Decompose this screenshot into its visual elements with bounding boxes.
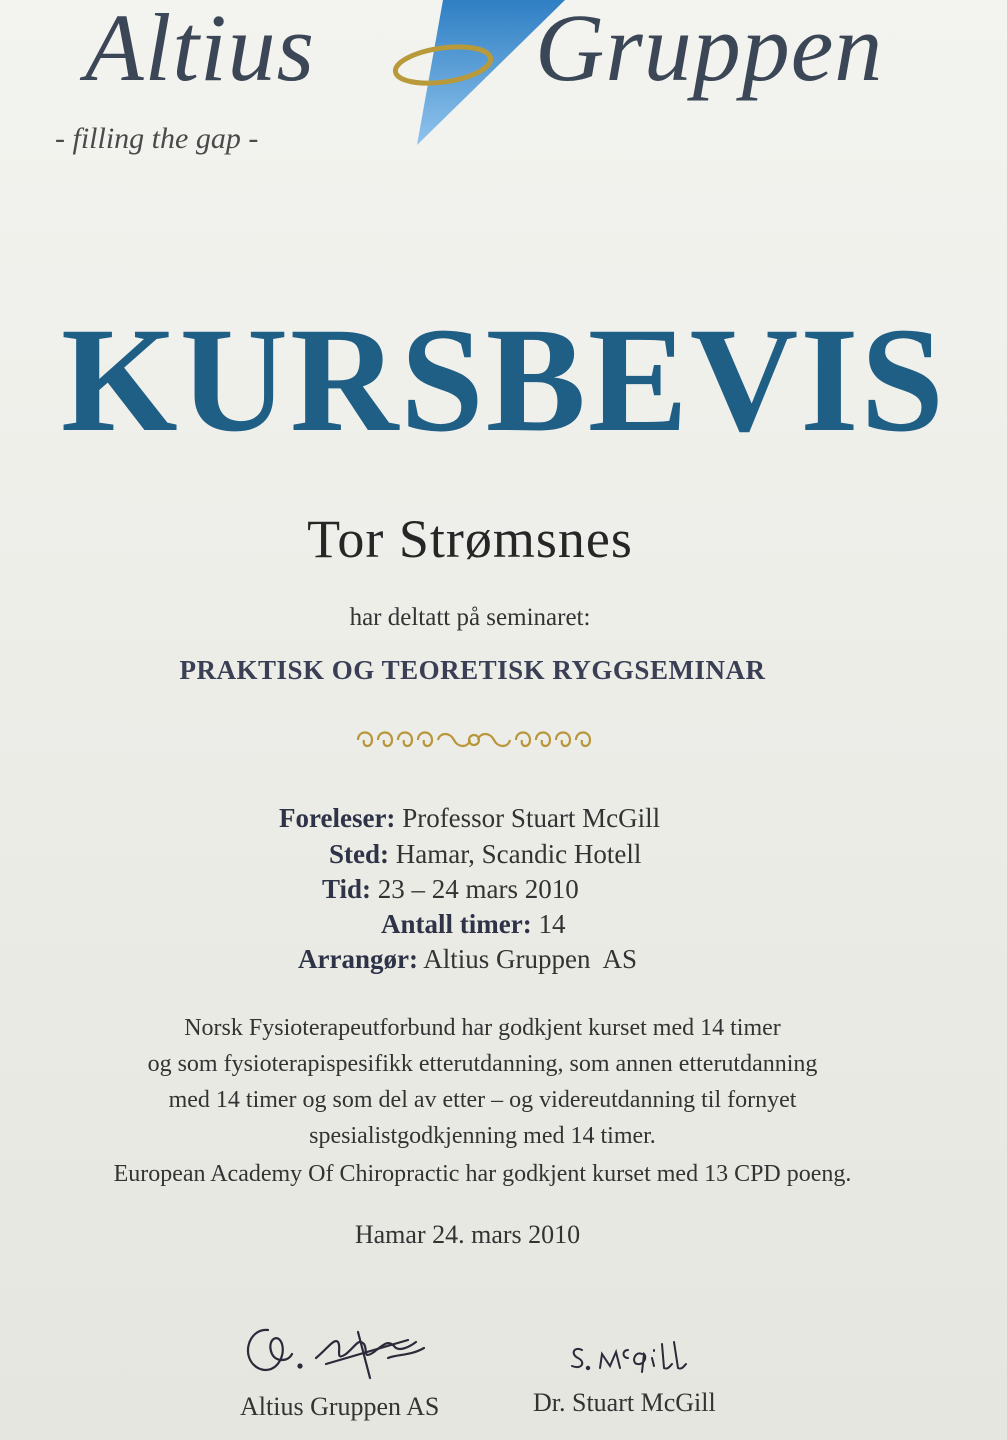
- detail-value: 14: [538, 909, 566, 939]
- detail-value: 23 – 24 mars 2010: [377, 874, 579, 904]
- detail-location: [329, 839, 641, 870]
- detail-label: Tid:: [322, 874, 372, 904]
- approval-line: Norsk Fysioterapeutforbund har godkjent kurset med 14 timer: [184, 1015, 781, 1041]
- approval-line: med 14 timer og som del av etter – og videreutdanning til fornyet: [168, 1087, 797, 1113]
- participation-text: har deltatt på seminaret:: [349, 604, 591, 631]
- signatory-mcgill: Dr. Stuart McGill: [533, 1388, 716, 1417]
- place-and-date: Hamar 24. mars 2010: [354, 1220, 581, 1249]
- logo-word-gruppen: Gruppen: [535, 0, 884, 101]
- decorative-ornament-icon: [354, 726, 594, 754]
- approval-paragraph: [0, 1010, 965, 1192]
- logo-tagline: - filling the gap -: [55, 122, 259, 155]
- seminar-title: PRAKTISK OG TEORETISK RYGGSEMINAR: [179, 655, 766, 685]
- logo-word-altius: Altius: [85, 0, 316, 101]
- detail-label: Sted:: [329, 839, 389, 869]
- detail-value: Professor Stuart McGill: [402, 803, 661, 833]
- recipient-name: Tor Strømsnes: [307, 509, 633, 569]
- approval-line: European Academy Of Chiropractic har godkjent kurset med 13 CPD poeng.: [113, 1161, 852, 1187]
- detail-lecturer: [279, 803, 660, 834]
- approval-line: spesialistgodkjenning med 14 timer.: [309, 1123, 656, 1149]
- detail-label: Foreleser:: [279, 803, 396, 833]
- approval-line: og som fysioterapispesifikk etterutdanning, som annen etterutdanning: [147, 1051, 818, 1077]
- detail-organizer: [298, 944, 637, 975]
- signature-mcgill-icon: [566, 1336, 706, 1376]
- detail-hours: [381, 909, 565, 940]
- certificate-title: KURSBEVIS: [61, 297, 946, 463]
- detail-time: [322, 874, 579, 905]
- logo-ring-icon: [385, 35, 505, 95]
- detail-label: Arrangør:: [298, 944, 418, 974]
- signature-altius-icon: [238, 1318, 438, 1388]
- detail-label: Antall timer:: [381, 909, 532, 939]
- detail-value: Altius Gruppen AS: [423, 944, 637, 974]
- signatory-altius: Altius Gruppen AS: [240, 1392, 440, 1421]
- detail-value: Hamar, Scandic Hotell: [395, 839, 642, 869]
